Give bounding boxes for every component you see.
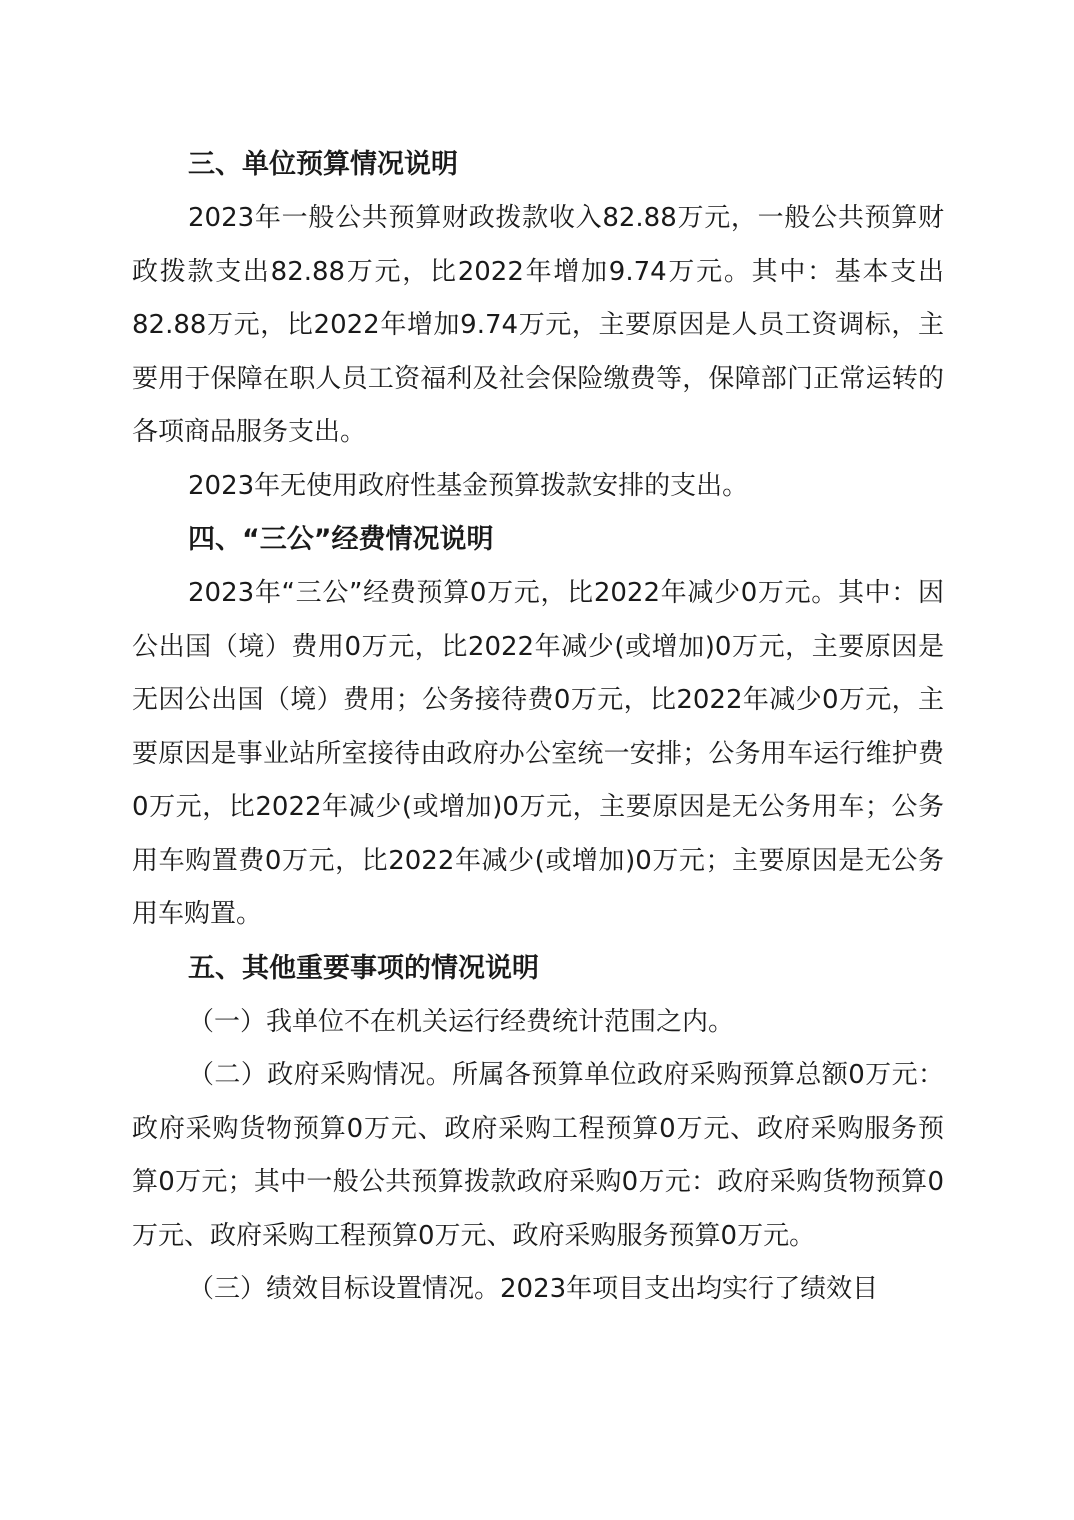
section-3-paragraph-2: 2023年无使用政府性基金预算拨款安排的支出。 — [188, 470, 749, 501]
section-3-paragraph-1: 2023年一般公共预算财政拨款收入82.88万元，一般公共预算财政拨款支出82.88万元，比2022年增加9.74万元。其中：基本支出82.88万元，比2022年增加9.74万元，主要原因是人员工资调标，主要用于保障在职人员工资福利及社会保险缴费等，保障部门正常运转的各项商品服务支出。 — [132, 203, 944, 447]
section-5-paragraph-1: （一）我单位不在机关运行经费统计范围之内。 — [188, 1006, 735, 1037]
document-page — [132, 138, 944, 1317]
section-5-paragraph-2: （二）政府采购情况。所属各预算单位政府采购预算总额0万元：政府采购货物预算0万元、政府采购工程预算0万元、政府采购服务预算0万元；其中一般公共预算拨款政府采购0万元：政府采购货物预算0万元、政府采购工程预算0万元、政府采购服务预算0万元。 — [132, 1060, 944, 1251]
section-5-paragraph-3: （三）绩效目标设置情况。2023年项目支出均实行了绩效目 — [188, 1274, 879, 1304]
section-4-paragraph-1: 2023年“三公”经费预算0万元，比2022年减少0万元。其中：因公出国（境）费用0万元，比2022年减少(或增加)0万元，主要原因是无因公出国（境）费用；公务接待费0万元，比2022年减少0万元，主要原因是事业站所室接待由政府办公室统一安排；公务用车运行维护费0万元，比2022年减少(或增加)0万元，主要原因是无公务用车；公务用车购置费0万元，比2022年减少(或增加)0万元；主要原因是无公务用车购置。 — [132, 578, 944, 929]
section-5-heading: 五、其他重要事项的情况说明 — [188, 952, 539, 984]
section-4-heading: 四、“三公”经费情况说明 — [188, 524, 494, 555]
section-3-heading: 三、单位预算情况说明 — [188, 149, 458, 180]
